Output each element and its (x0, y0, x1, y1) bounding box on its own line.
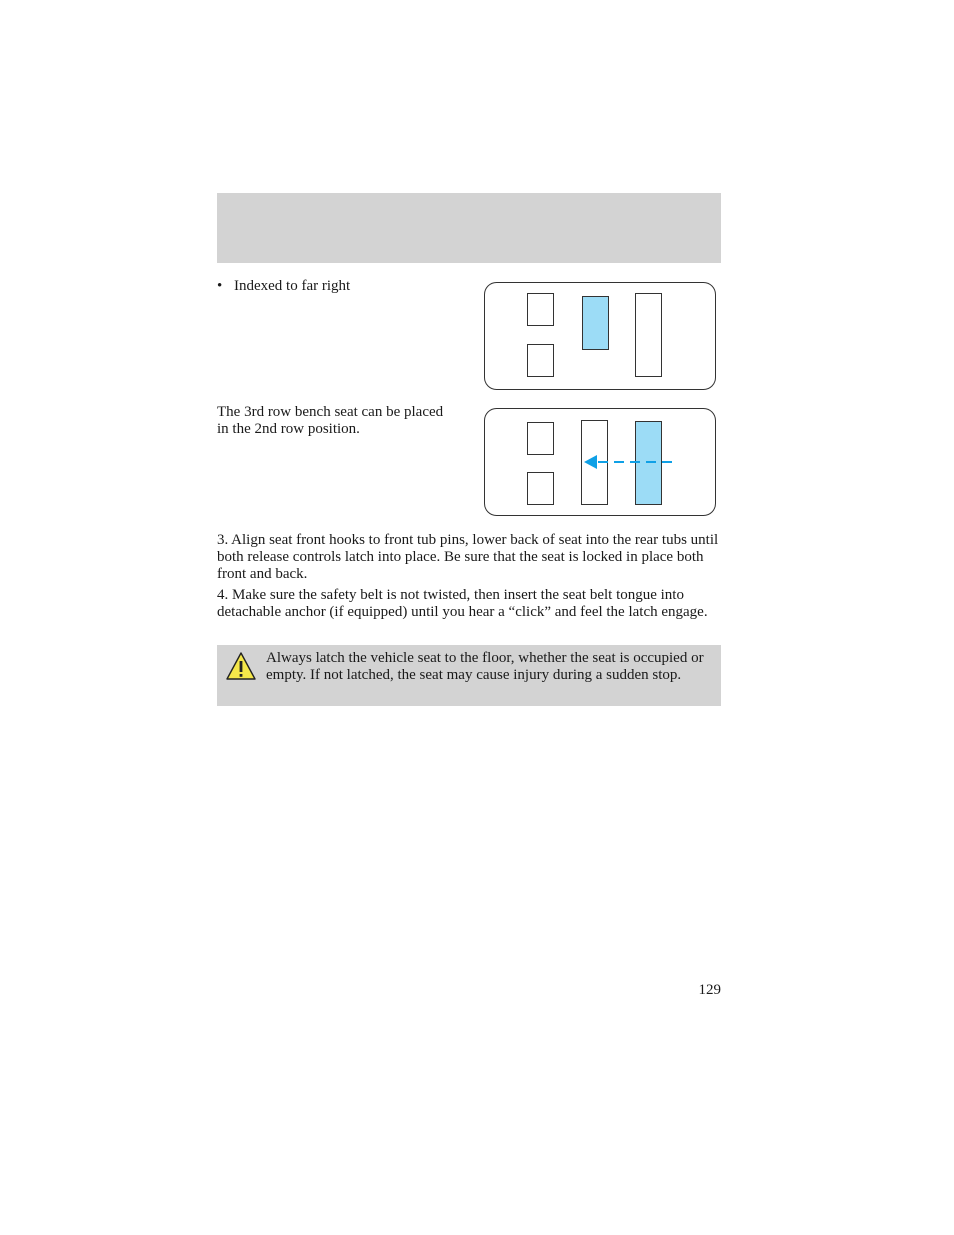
step-3: 3. Align seat front hooks to front tub pins, lower back of seat into the rear tubs until both release controls latch into place. Be sure that the seat is locked in place both front and back. (217, 532, 719, 582)
seat-diagram-indexed-right (484, 282, 716, 390)
bullet-text: Indexed to far right (234, 278, 351, 294)
page-number: 129 (698, 982, 721, 998)
step-4: 4. Make sure the safety belt is not twisted, then insert the seat belt tongue into detachable anchor (if equipped) until you hear a “click” and feel the latch engage. (217, 587, 708, 620)
bullet-item (217, 278, 457, 295)
section-header-band (217, 193, 721, 263)
front-seat-left (528, 423, 554, 455)
front-seat-right (528, 473, 554, 505)
bullet-icon: • (217, 278, 223, 294)
warning-text: Always latch the vehicle seat to the floor, whether the seat is occupied or empty. If not latched, the seat may cause injury during a sudden stop. (266, 650, 704, 683)
third-row-bench-seat (636, 294, 662, 377)
front-seat-right (528, 345, 554, 377)
bench-note: The 3rd row bench seat can be placed in the 2nd row position. (217, 404, 444, 437)
seat-diagram-bench-moved (484, 408, 716, 516)
front-seat-left (528, 294, 554, 326)
second-row-seat-highlighted (583, 297, 609, 350)
warning-text-block (224, 650, 710, 684)
warning-box (217, 645, 721, 706)
